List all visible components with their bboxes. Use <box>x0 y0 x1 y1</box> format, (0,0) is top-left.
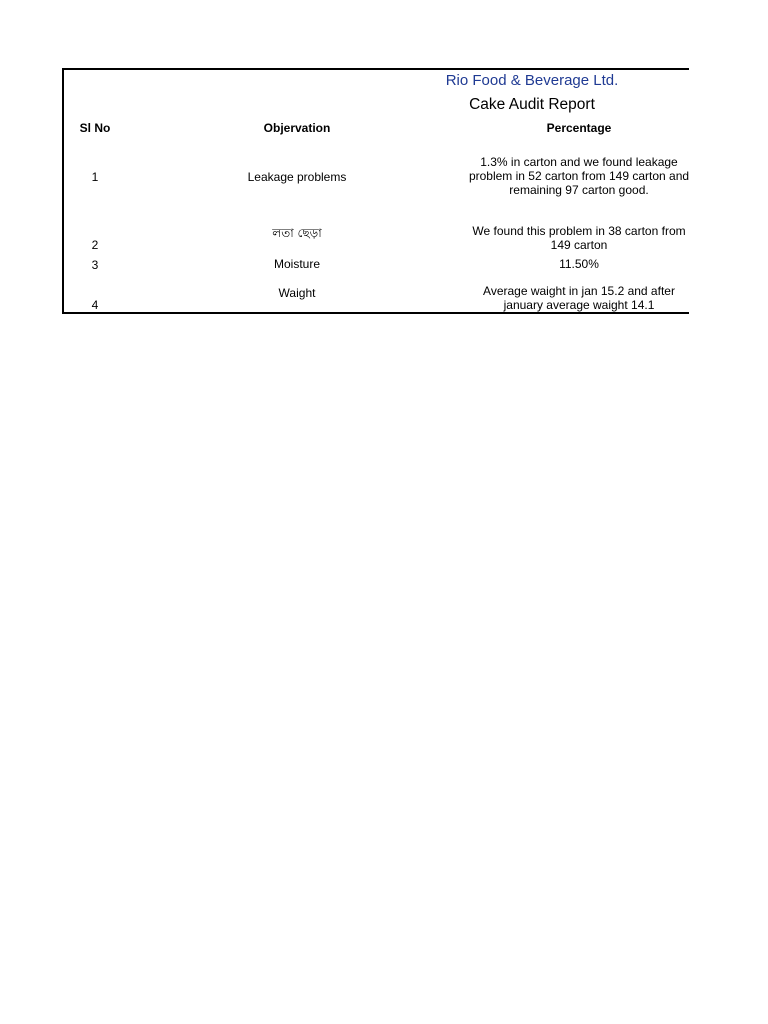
row-3-percentage: 11.50% <box>559 257 599 271</box>
company-name: Rio Food & Beverage Ltd. <box>445 72 619 89</box>
row-1-sl-no: 1 <box>91 170 99 184</box>
row-4-sl-no: 4 <box>91 298 99 312</box>
row-1-percentage: 1.3% in carton and we found leakage problem in 52 carton from 149 carton and remaining 97 carton good. <box>468 155 690 197</box>
row-2-percentage: We found this problem in 38 carton from 149 carton <box>472 224 686 252</box>
row-4-percentage: Average waight in jan 15.2 and after january average waight 14.1 <box>483 284 675 312</box>
row-3-sl-no: 3 <box>91 258 99 272</box>
audit-report-table <box>62 68 689 314</box>
column-header-percentage: Percentage <box>546 121 612 135</box>
row-4-observation: Waight <box>278 286 316 300</box>
report-title: Cake Audit Report <box>469 96 595 113</box>
row-2-observation: লতা ছেড়া <box>272 226 322 240</box>
row-1-observation: Leakage problems <box>247 170 347 184</box>
column-header-sl-no: Sl No <box>79 121 111 135</box>
row-3-observation: Moisture <box>273 257 320 271</box>
row-2-sl-no: 2 <box>91 238 99 252</box>
column-header-observation: Objervation <box>263 121 331 135</box>
